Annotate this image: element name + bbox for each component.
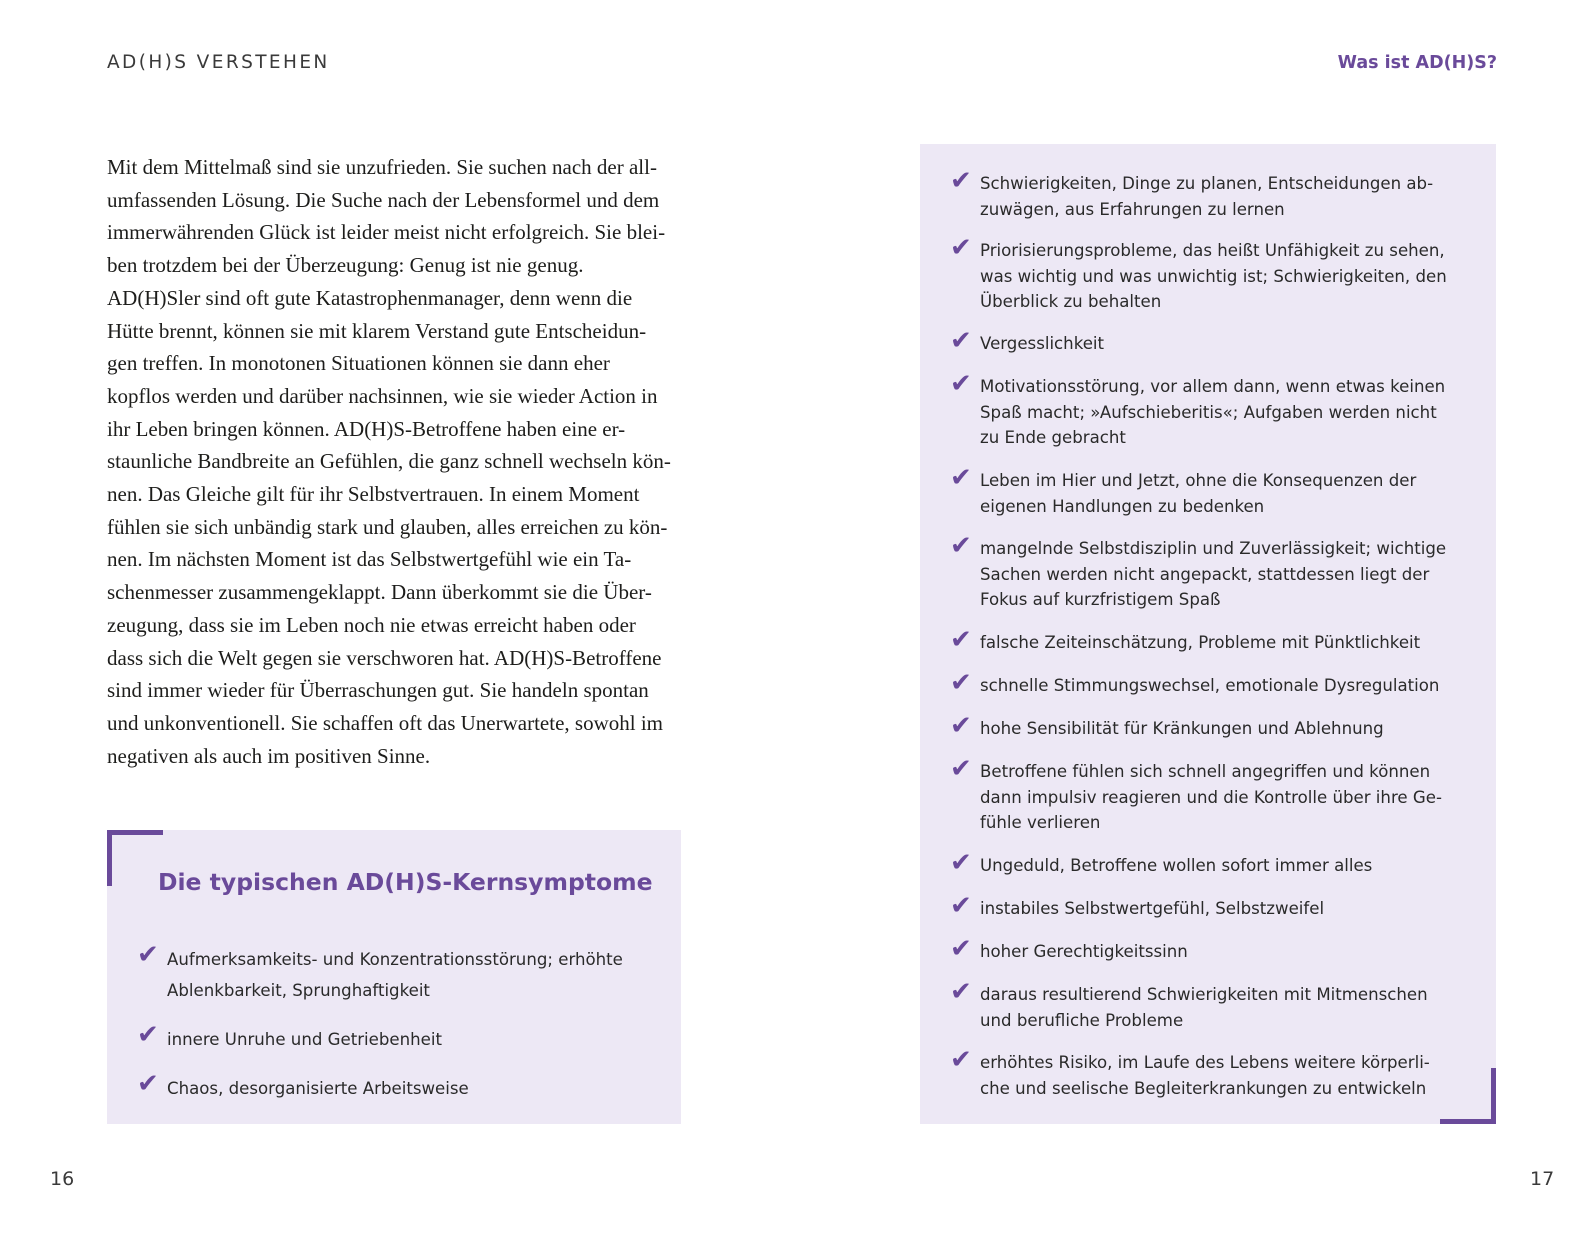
body-line: nen. Im nächsten Moment ist das Selbstwertgefühl wie ein Ta- (107, 547, 632, 572)
list-item-text (980, 536, 1446, 613)
body-line: staunliche Bandbreite an Gefühlen, die ganz schnell wechseln kön- (107, 449, 671, 474)
checkmark-icon: ✔ (950, 977, 972, 1007)
body-line: zeugung, dass sie im Leben noch nie etwas erreicht haben oder (107, 612, 636, 637)
list-item-line: mangelnde Selbstdisziplin und Zuverlässigkeit; wichtige (980, 539, 1447, 558)
list-item-line: falsche Zeiteinschätzung, Probleme mit Pünktlichkeit (980, 633, 1421, 652)
body-line: AD(H)Sler sind oft gute Katastrophenmanager, denn wenn die (107, 285, 633, 310)
list-item-line: daraus resultierend Schwierigkeiten mit Mitmenschen (980, 985, 1428, 1004)
list-item-line: Sachen werden nicht angepackt, stattdessen liegt der (980, 564, 1430, 584)
checkmark-icon: ✔ (950, 531, 972, 561)
list-item-line: Leben im Hier und Jetzt, ohne die Konsequenzen der (980, 471, 1417, 490)
list-item-line: eigenen Handlungen zu bedenken (980, 496, 1265, 516)
checkmark-icon: ✔ (950, 463, 972, 493)
list-item-text (980, 630, 1420, 656)
body-line: immerwährenden Glück ist leider meist nicht erfolgreich. Sie blei- (107, 220, 666, 245)
list-item-line: Ablenkbarkeit, Sprunghaftigkeit (167, 981, 430, 1000)
list-item-line: Aufmerksamkeits- und Konzentrationsstörung; erhöhte (167, 950, 623, 969)
running-head-left: AD(H)S VERSTEHEN (107, 52, 330, 73)
list-item-line: innere Unruhe und Getriebenheit (167, 1030, 442, 1049)
body-line: ben trotzdem bei der Überzeugung: Genug ist nie genug. (107, 253, 584, 278)
list-item-text (980, 939, 1188, 965)
list-item-line: was wichtig und was unwichtig ist; Schwierigkeiten, den (980, 266, 1447, 286)
checkmark-icon: ✔ (950, 369, 972, 399)
body-line: und unkonventionell. Sie schaffen oft das Unerwartete, sowohl im (107, 710, 663, 735)
list-item-line: che und seelische Begleiterkrankungen zu entwickeln (980, 1078, 1427, 1098)
list-item-text (980, 1050, 1430, 1101)
checkmark-icon: ✔ (950, 326, 972, 356)
body-line: umfassenden Lösung. Die Suche nach der Lebensformel und dem (107, 187, 660, 212)
body-line: Hütte brennt, können sie mit klarem Verstand gute Entscheidun- (107, 318, 647, 343)
list-item-text (167, 1024, 442, 1055)
body-line: gen treffen. In monotonen Situationen können sie dann eher (107, 351, 610, 376)
checkmark-icon: ✔ (950, 1045, 972, 1075)
list-item-text (167, 944, 623, 1006)
list-item-line: und berufliche Probleme (980, 1010, 1184, 1030)
list-item-text (980, 171, 1433, 222)
checkmark-icon: ✔ (950, 233, 972, 263)
body-line: nen. Das Gleiche gilt für ihr Selbstvertrauen. In einem Moment (107, 482, 640, 507)
list-item-line: instabiles Selbstwertgefühl, Selbstzweifel (980, 899, 1325, 918)
page-number-left: 16 (50, 1168, 75, 1190)
list-item-line: hoher Gerechtigkeitssinn (980, 942, 1188, 961)
list-item-text (980, 673, 1439, 699)
body-line: fühlen sie sich unbändig stark und glauben, alles erreichen zu kön- (107, 514, 668, 539)
checkmark-icon: ✔ (950, 891, 972, 921)
list-item-line: hohe Sensibilität für Kränkungen und Ablehnung (980, 719, 1384, 738)
list-item-text (980, 716, 1384, 742)
body-line: Mit dem Mittelmaß sind sie unzufrieden. Sie suchen nach der all- (107, 155, 657, 179)
running-head-right: Was ist AD(H)S? (1337, 53, 1497, 73)
list-item-line: Schwierigkeiten, Dinge zu planen, Entscheidungen ab- (980, 174, 1434, 193)
list-item-text (980, 468, 1416, 519)
list-item-text (980, 896, 1324, 922)
checkmark-icon: ✔ (950, 625, 972, 655)
page-number-right: 17 (1530, 1168, 1555, 1190)
list-item-text (167, 1073, 469, 1104)
checkmark-icon: ✔ (950, 668, 972, 698)
body-paragraph (107, 151, 687, 772)
list-item-line: Fokus auf kurzfristigem Spaß (980, 590, 1221, 609)
list-item-line: Vergesslichkeit (980, 334, 1105, 353)
list-item-text (980, 374, 1445, 451)
body-line: schenmesser zusammengeklappt. Dann überkommt sie die Über- (107, 580, 652, 605)
body-line: dass sich die Welt gegen sie verschworen hat. AD(H)S-Betroffene (107, 645, 662, 670)
symptom-box-title: Die typischen AD(H)S-Kernsymptome (158, 868, 653, 896)
list-item-line: Überblick zu behalten (980, 292, 1162, 311)
list-item-line: erhöhtes Risiko, im Laufe des Lebens weitere körperli- (980, 1053, 1430, 1072)
list-item-text (980, 238, 1447, 315)
list-item-line: Motivationsstörung, vor allem dann, wenn etwas keinen (980, 377, 1446, 396)
list-item-text (980, 331, 1104, 357)
list-item-line: Chaos, desorganisierte Arbeitsweise (167, 1079, 469, 1098)
checkmark-icon: ✔ (137, 940, 159, 970)
list-item-line: schnelle Stimmungswechsel, emotionale Dysregulation (980, 676, 1440, 695)
checkmark-icon: ✔ (950, 848, 972, 878)
list-item-line: dann impulsiv reagieren und die Kontrolle über ihre Ge- (980, 787, 1442, 807)
body-line: kopflos werden und darüber nachsinnen, wie sie wieder Action in (107, 383, 658, 408)
checkmark-icon: ✔ (950, 754, 972, 784)
list-item-text (980, 982, 1428, 1033)
list-item-line: Priorisierungsprobleme, das heißt Unfähigkeit zu sehen, (980, 241, 1445, 260)
checkmark-icon: ✔ (137, 1069, 159, 1099)
body-line: ihr Leben bringen können. AD(H)S-Betroffene haben eine er- (107, 416, 626, 441)
list-item-line: Spaß macht; »Aufschieberitis«; Aufgaben werden nicht (980, 402, 1437, 422)
list-item-line: Ungeduld, Betroffene wollen sofort immer alles (980, 856, 1373, 875)
list-item-line: fühle verlieren (980, 813, 1101, 832)
list-item-text (980, 759, 1442, 836)
checkmark-icon: ✔ (137, 1020, 159, 1050)
corner-bracket-bottom-right (1440, 1068, 1496, 1124)
body-line: negativen als auch im positiven Sinne. (107, 743, 431, 768)
checkmark-icon: ✔ (950, 166, 972, 196)
list-item-text (980, 853, 1372, 879)
list-item-line: zuwägen, aus Erfahrungen zu lernen (980, 199, 1285, 219)
corner-bracket-top-left (107, 830, 163, 886)
list-item-line: zu Ende gebracht (980, 428, 1126, 447)
checkmark-icon: ✔ (950, 711, 972, 741)
list-item-line: Betroffene fühlen sich schnell angegriffen und können (980, 762, 1431, 781)
body-line: sind immer wieder für Überraschungen gut. Sie handeln spontan (107, 678, 649, 703)
checkmark-icon: ✔ (950, 934, 972, 964)
